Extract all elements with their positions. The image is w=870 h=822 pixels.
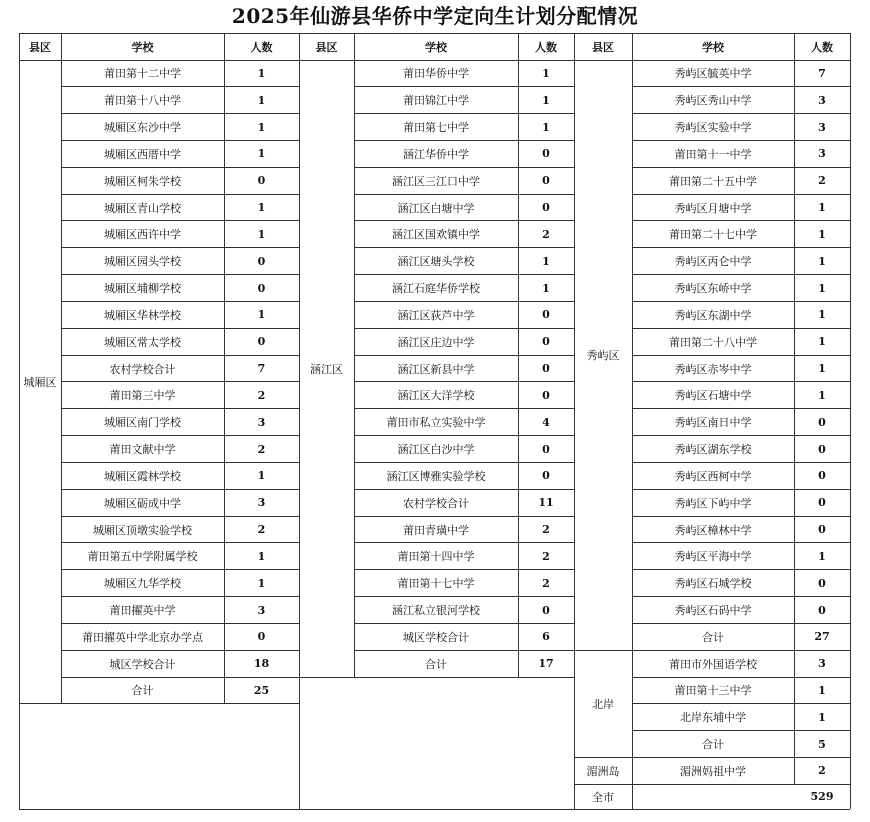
table-grid-line: [61, 194, 299, 195]
school-cell: 莆田华侨中学: [403, 67, 469, 81]
table-grid-line: [574, 60, 575, 809]
table-grid-line: [354, 33, 355, 60]
school-cell: 涵江区国欢镇中学: [392, 228, 480, 242]
count-cell: 2: [818, 764, 826, 778]
table-grid-line: [61, 86, 299, 87]
school-cell: 莆田市外国语学校: [669, 657, 757, 671]
district-cell: 城厢区: [23, 375, 57, 389]
table-grid-line: [61, 167, 299, 168]
count-cell: 6: [542, 630, 550, 644]
school-cell: 城厢区顶墩实验学校: [93, 523, 192, 537]
count-cell: 0: [542, 174, 550, 188]
table-grid-line: [574, 33, 575, 60]
table-grid-line: [19, 60, 850, 61]
count-cell: 0: [257, 174, 266, 188]
table-grid-line: [354, 650, 574, 651]
school-cell: 涵江区庄边中学: [397, 335, 475, 349]
table-grid-line: [61, 462, 299, 463]
school-cell: 城厢区常太学校: [104, 335, 181, 349]
school-cell: 合计: [131, 684, 154, 698]
school-cell: 涵江区白沙中学: [397, 443, 475, 457]
table-grid-line: [354, 60, 355, 677]
count-cell: 1: [818, 335, 826, 349]
table-grid-line: [19, 33, 20, 809]
grand-total-label: 全市: [592, 790, 614, 804]
school-cell: 莆田第二十五中学: [669, 174, 757, 188]
table-grid-line: [354, 381, 574, 382]
table-grid-line: [632, 301, 850, 302]
school-cell: 涵江区塘头学校: [397, 255, 475, 269]
school-cell: 涵江区白塘中学: [397, 201, 475, 215]
school-cell: 秀屿区秀山中学: [674, 94, 752, 108]
count-cell: 18: [253, 657, 270, 671]
table-grid-line: [632, 435, 850, 436]
table-grid-line: [632, 328, 850, 329]
district-cell: 北岸: [592, 697, 614, 711]
school-cell: 涵江区三江口中学: [392, 174, 480, 188]
count-cell: 1: [257, 147, 266, 161]
table-grid-line: [61, 408, 299, 409]
school-cell: 莆田第十一中学: [674, 147, 752, 161]
school-cell: 城厢区西许中学: [104, 228, 181, 242]
school-cell: 莆田第十三中学: [674, 684, 752, 698]
school-cell: 城厢区埔柳学校: [104, 282, 181, 296]
school-cell: 莆田市私立实验中学: [386, 416, 486, 430]
table-grid-line: [632, 274, 850, 275]
table-grid-line: [518, 60, 519, 677]
table-grid-line: [354, 113, 574, 114]
school-cell: 莆田青璜中学: [403, 523, 469, 537]
table-grid-line: [354, 489, 574, 490]
table-grid-line: [61, 623, 299, 624]
school-cell: 秀屿区实验中学: [674, 121, 752, 135]
school-cell: 秀屿区石塘中学: [674, 389, 752, 403]
school-cell: 城厢区园头学校: [104, 255, 181, 269]
count-cell: 2: [542, 227, 550, 241]
school-cell: 秀屿区毓英中学: [674, 67, 752, 81]
table-grid-line: [632, 33, 633, 60]
table-grid-line: [632, 408, 850, 409]
count-cell: 5: [818, 737, 826, 751]
page-title: 2025年仙游县华侨中学定向生计划分配情况: [231, 4, 639, 28]
school-cell: 农村学校合计: [109, 362, 176, 376]
table-grid-line: [632, 462, 850, 463]
school-cell: 秀屿区湖东学校: [674, 443, 752, 457]
school-cell: 秀屿区下屿中学: [674, 496, 752, 510]
count-cell: 2: [542, 523, 550, 537]
table-grid-line: [632, 542, 850, 543]
table-grid-line: [574, 650, 632, 651]
count-cell: 2: [257, 442, 266, 456]
count-cell: 0: [257, 630, 266, 644]
school-cell: 涵江区新县中学: [397, 362, 475, 376]
table-grid-line: [632, 140, 850, 141]
count-cell: 0: [542, 335, 550, 349]
count-cell: 3: [257, 603, 266, 617]
count-cell: 25: [253, 683, 270, 697]
school-cell: 秀屿区赤岑中学: [674, 362, 752, 376]
header-district: 县区: [592, 40, 614, 54]
table-grid-line: [354, 167, 574, 168]
count-cell: 1: [818, 362, 826, 376]
table-grid-line: [354, 86, 574, 87]
table-grid-line: [61, 274, 299, 275]
table-grid-line: [354, 596, 574, 597]
count-cell: 3: [818, 93, 826, 107]
count-cell: 0: [257, 335, 266, 349]
table-grid-line: [224, 60, 225, 704]
school-cell: 莆田第十八中学: [104, 94, 181, 108]
count-cell: 0: [257, 254, 266, 268]
school-cell: 涵江区博雅实验学校: [386, 469, 486, 483]
table-grid-line: [354, 516, 574, 517]
count-cell: 0: [542, 147, 550, 161]
count-cell: 1: [818, 388, 826, 402]
school-cell: 莆田锦江中学: [403, 94, 469, 108]
table-grid-line: [632, 113, 850, 114]
count-cell: 2: [257, 388, 266, 402]
header-district: 县区: [29, 40, 51, 54]
table-grid-line: [299, 33, 300, 60]
table-grid-line: [632, 703, 850, 704]
count-cell: 1: [818, 683, 826, 697]
count-cell: 4: [542, 415, 550, 429]
header-school: 学校: [131, 40, 154, 54]
table-grid-line: [61, 542, 299, 543]
table-grid-line: [354, 408, 574, 409]
school-cell: 秀屿区东峤中学: [674, 282, 752, 296]
table-grid-line: [632, 167, 850, 168]
table-grid-line: [632, 220, 850, 221]
table-grid-line: [518, 33, 519, 60]
count-cell: 2: [818, 174, 826, 188]
count-cell: 0: [818, 576, 826, 590]
count-cell: 0: [818, 603, 826, 617]
table-grid-line: [574, 757, 632, 758]
table-grid-line: [354, 194, 574, 195]
count-cell: 1: [542, 281, 550, 295]
table-grid-line: [632, 569, 850, 570]
count-cell: 1: [257, 201, 266, 215]
count-cell: 3: [257, 415, 266, 429]
count-cell: 1: [257, 576, 266, 590]
table-grid-line: [632, 757, 850, 758]
count-cell: 0: [542, 308, 550, 322]
school-cell: 农村学校合计: [403, 496, 469, 510]
count-cell: 3: [818, 147, 826, 161]
count-cell: 17: [538, 657, 554, 671]
table-grid-line: [61, 435, 299, 436]
header-count: 人数: [811, 40, 833, 54]
school-cell: 城厢区东沙中学: [104, 121, 181, 135]
table-grid-line: [632, 489, 850, 490]
school-cell: 莆田文献中学: [109, 443, 176, 457]
count-cell: 27: [814, 630, 830, 644]
header-count: 人数: [250, 40, 273, 54]
count-cell: 1: [257, 549, 266, 563]
count-cell: 1: [257, 227, 266, 241]
school-cell: 莆田擢英中学: [109, 604, 176, 617]
school-cell: 城区学校合计: [109, 657, 176, 671]
header-count: 人数: [535, 40, 557, 54]
count-cell: 1: [818, 201, 826, 215]
table-grid-line: [61, 516, 299, 517]
count-cell: 0: [542, 603, 550, 617]
count-cell: 0: [818, 523, 826, 537]
table-grid-line: [354, 247, 574, 248]
table-grid-line: [224, 33, 225, 60]
school-cell: 秀屿区南日中学: [674, 416, 752, 430]
school-cell: 城厢区华林学校: [104, 308, 181, 322]
table-grid-line: [632, 784, 850, 785]
count-cell: 7: [818, 66, 826, 80]
school-cell: 涵江石庭华侨学校: [392, 282, 480, 296]
table-grid-line: [632, 650, 850, 651]
table-grid-line: [61, 301, 299, 302]
count-cell: 1: [818, 710, 826, 724]
table-grid-line: [794, 33, 795, 60]
count-cell: 11: [538, 496, 554, 510]
school-cell: 莆田擢英中学北京办学点: [82, 630, 203, 644]
school-cell: 城厢区西厝中学: [104, 147, 181, 161]
count-cell: 1: [257, 66, 266, 80]
count-cell: 0: [818, 469, 826, 483]
school-cell: 秀屿区东湖中学: [674, 308, 752, 322]
table-grid-line: [19, 809, 850, 810]
table-grid-line: [61, 355, 299, 356]
grand-total-count: 529: [810, 790, 834, 804]
district-cell: 湄洲岛: [586, 764, 620, 778]
school-cell: 莆田第十二中学: [104, 67, 181, 81]
count-cell: 1: [257, 308, 266, 322]
header-school: 学校: [702, 40, 724, 54]
table-grid-line: [632, 247, 850, 248]
table-grid-line: [354, 542, 574, 543]
table-grid-line: [61, 489, 299, 490]
school-cell: 秀屿区平海中学: [674, 550, 752, 564]
header-district: 县区: [315, 40, 338, 54]
school-cell: 湄洲妈祖中学: [680, 764, 746, 778]
school-cell: 涵江华侨中学: [403, 147, 469, 161]
table-grid-line: [354, 220, 574, 221]
header-school: 学校: [425, 40, 447, 54]
count-cell: 2: [542, 576, 550, 590]
table-grid-line: [354, 301, 574, 302]
school-cell: 合计: [702, 630, 724, 644]
count-cell: 1: [542, 93, 550, 107]
school-cell: 秀屿区樟林中学: [674, 523, 752, 537]
table-grid-line: [354, 569, 574, 570]
count-cell: 3: [818, 657, 826, 671]
count-cell: 1: [818, 227, 826, 241]
table-grid-line: [632, 86, 850, 87]
school-cell: 莆田第三中学: [109, 389, 176, 403]
count-cell: 3: [257, 496, 266, 510]
count-cell: 1: [818, 549, 826, 563]
school-cell: 涵江私立银河学校: [392, 604, 480, 617]
count-cell: 0: [818, 415, 826, 429]
count-cell: 0: [542, 362, 550, 376]
school-cell: 城厢区霞林学校: [104, 469, 181, 483]
table-grid-line: [61, 113, 299, 114]
table-grid-line: [61, 328, 299, 329]
table-grid-line: [850, 33, 851, 809]
table-grid-line: [354, 355, 574, 356]
count-cell: 0: [542, 442, 550, 456]
table-grid-line: [61, 569, 299, 570]
school-cell: 莆田第二十八中学: [669, 335, 757, 349]
table-grid-line: [574, 784, 632, 785]
count-cell: 3: [818, 120, 826, 134]
school-cell: 城厢区青山学校: [104, 201, 181, 215]
school-cell: 城厢区南门学校: [104, 416, 181, 430]
table-grid-line: [299, 677, 574, 678]
table-grid-line: [354, 328, 574, 329]
school-cell: 莆田第十四中学: [397, 550, 475, 564]
table-grid-line: [632, 623, 850, 624]
table-grid-line: [632, 677, 850, 678]
count-cell: 1: [257, 469, 266, 483]
count-cell: 1: [257, 120, 266, 134]
table-grid-line: [794, 60, 795, 784]
table-grid-line: [61, 140, 299, 141]
table-grid-line: [632, 194, 850, 195]
school-cell: 秀屿区西柯中学: [674, 469, 752, 483]
count-cell: 2: [542, 549, 550, 563]
count-cell: 0: [542, 201, 550, 215]
school-cell: 莆田第五中学附属学校: [87, 550, 198, 564]
count-cell: 0: [257, 281, 266, 295]
table-grid-line: [354, 140, 574, 141]
table-grid-line: [61, 60, 62, 704]
table-grid-line: [19, 33, 850, 34]
school-cell: 秀屿区月塘中学: [674, 201, 752, 215]
table-grid-line: [299, 60, 300, 809]
school-cell: 莆田第二十七中学: [669, 228, 757, 242]
table-grid-line: [632, 730, 850, 731]
school-cell: 秀屿区丙仑中学: [674, 255, 752, 269]
table-grid-line: [61, 33, 62, 60]
count-cell: 0: [818, 496, 826, 510]
school-cell: 北岸东埔中学: [680, 711, 746, 725]
table-grid-line: [61, 247, 299, 248]
count-cell: 1: [542, 254, 550, 268]
district-cell: 涵江区: [310, 362, 343, 376]
count-cell: 1: [542, 120, 550, 134]
count-cell: 1: [818, 308, 826, 322]
count-cell: 0: [542, 469, 550, 483]
count-cell: 2: [257, 523, 266, 537]
count-cell: 1: [818, 281, 826, 295]
table-grid-line: [632, 381, 850, 382]
school-cell: 涵江区荻芦中学: [397, 308, 475, 322]
table-grid-line: [632, 516, 850, 517]
table-grid-line: [354, 274, 574, 275]
count-cell: 0: [818, 442, 826, 456]
district-cell: 秀屿区: [586, 349, 620, 363]
school-cell: 城厢区砺成中学: [104, 496, 181, 510]
table-grid-line: [354, 462, 574, 463]
count-cell: 7: [257, 362, 266, 376]
table-grid-line: [61, 650, 299, 651]
table-grid-line: [632, 596, 850, 597]
school-cell: 城区学校合计: [403, 630, 469, 644]
count-cell: 0: [542, 388, 550, 402]
school-cell: 秀屿区石码中学: [674, 604, 752, 617]
school-cell: 城厢区柯朱学校: [104, 174, 181, 188]
school-cell: 合计: [702, 738, 724, 752]
count-cell: 1: [542, 66, 550, 80]
school-cell: 秀屿区石城学校: [674, 577, 752, 591]
school-cell: 莆田第十七中学: [397, 577, 475, 591]
table-grid-line: [632, 60, 633, 809]
count-cell: 1: [257, 93, 266, 107]
school-cell: 城厢区九华学校: [104, 577, 181, 591]
count-cell: 1: [818, 254, 826, 268]
table-grid-line: [61, 381, 299, 382]
table-grid-line: [354, 435, 574, 436]
school-cell: 合计: [425, 657, 447, 671]
school-cell: 莆田第七中学: [403, 121, 469, 135]
table-grid-line: [61, 220, 299, 221]
table-grid-line: [61, 596, 299, 597]
table-grid-line: [61, 677, 299, 678]
table-grid-line: [354, 623, 574, 624]
table-grid-line: [632, 355, 850, 356]
school-cell: 涵江区大洋学校: [397, 389, 475, 403]
